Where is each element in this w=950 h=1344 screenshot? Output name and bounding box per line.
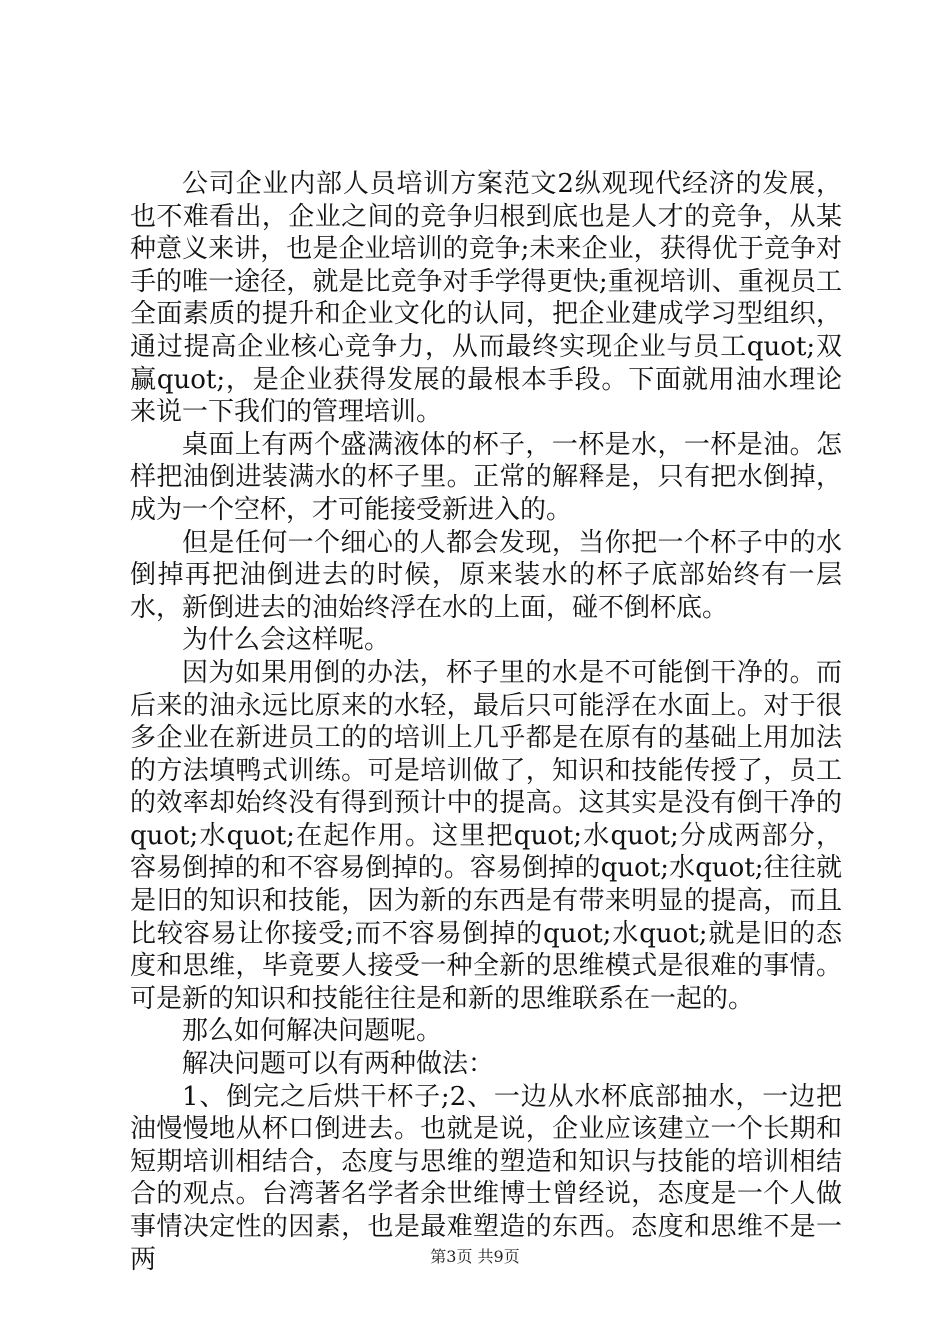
page-footer: 第3页 共9页	[430, 1247, 520, 1266]
paragraph-6: 那么如何解决问题呢。	[182, 1016, 443, 1047]
paragraph-2: 桌面上有两个盛满液体的杯子，一杯是水，一杯是油。怎样把油倒进装满水的杯子里。正常的解释是，只有把水倒掉，成为一个空杯，才可能接受新进入的。	[130, 429, 842, 525]
paragraph-1: 公司企业内部人员培训方案范文2纵观现代经济的发展，也不难看出，企业之间的竞争归根到底也是人才的竞争，从某种意义来讲，也是企业培训的竞争;未来企业，获得优于竞争对手的唯一途径，就是比竞争对手学得更快;重视培训、重视员工全面素质的提升和企业文化的认同，把企业建成学习型组织，通过提高企业核心竞争力，从而最终实现企业与员工quot;双赢quot;，是企业获得发展的最根本手段。下面就用油水理论来说一下我们的管理培训。	[130, 169, 842, 428]
paragraph-7: 解决问题可以有两种做法：	[182, 1049, 495, 1080]
paragraph-5: 因为如果用倒的办法，杯子里的水是不可能倒干净的。而后来的油永远比原来的水轻，最后只可能浮在水面上。对于很多企业在新进员工的的培训上几乎都是在原有的基础上用加法的方法填鸭式训练。可是培训做了，知识和技能传授了，员工的效率却始终没有得到预计中的提高。这其实是没有倒干净的quot;水quot;在起作用。这里把quot;水quot;分成两部分，容易倒掉的和不容易倒掉的。容易倒掉的quot;水quot;往往就是旧的知识和技能，因为新的东西是有带来明显的提高，而且比较容易让你接受;而不容易倒掉的quot;水quot;就是旧的态度和思维，毕竟要人接受一种全新的思维模式是很难的事情。可是新的知识和技能往往是和新的思维联系在一起的。	[130, 657, 842, 1014]
paragraph-3: 但是任何一个细心的人都会发现，当你把一个杯子中的水倒掉再把油倒进去的时候，原来装水的杯子底部始终有一层水，新倒进去的油始终浮在水的上面，碰不倒杯底。	[130, 527, 842, 623]
paragraph-4: 为什么会这样呢。	[182, 625, 391, 656]
paragraph-8: 1、倒完之后烘干杯子;2、一边从水杯底部抽水，一边把油慢慢地从杯口倒进去。也就是说，企业应该建立一个长期和短期培训相结合，态度与思维的塑造和知识与技能的培训相结合的观点。台湾著名学者余世维博士曾经说，态度是一个人做事情决定性的因素，也是最难塑造的东西。态度和思维不是一两	[130, 1081, 842, 1275]
document-body	[130, 168, 842, 1276]
